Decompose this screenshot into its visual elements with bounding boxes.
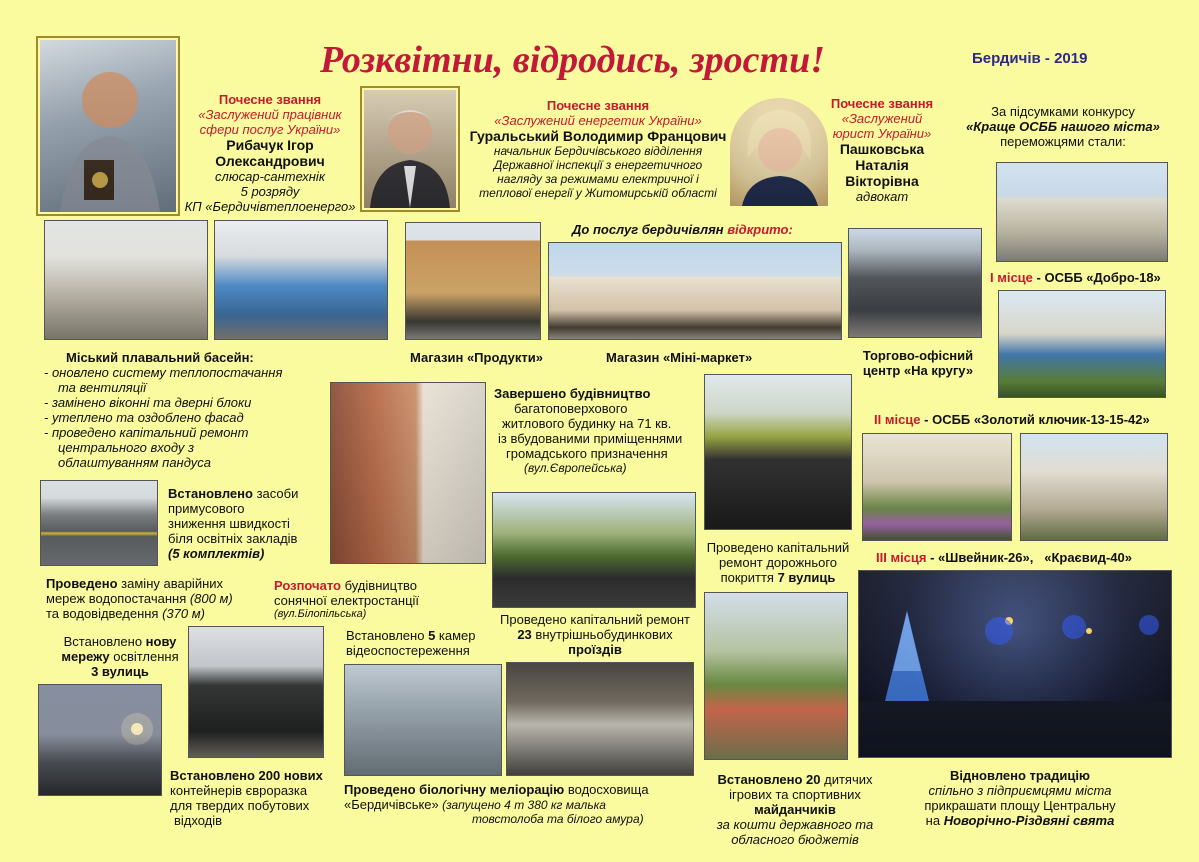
pool-item: та вентиляції [58, 380, 146, 395]
yards-block [490, 612, 700, 657]
tradition-block [900, 768, 1140, 828]
solar-line-2: сонячної електростанції [274, 593, 420, 608]
lighting-bold-3: 3 вулиць [91, 664, 149, 679]
pool-item: - замінено віконні та дверні блоки [44, 395, 252, 410]
pool-item: облаштуванням пандуса [58, 455, 211, 470]
playgrounds-line-1: дитячих [820, 772, 873, 787]
honor-1-name: Рибачук Ігор Олександрович [215, 137, 325, 169]
solar-street: (вул.Білопільська) [274, 608, 367, 620]
lighting-line-1: Встановлено [63, 634, 146, 649]
honor-1-desc-1: слюсар-сантехнік [215, 169, 325, 184]
reclamation-block [344, 782, 694, 826]
yards-line-2: внутрішньобудинкових [531, 627, 673, 642]
speed-rest-3: зниження швидкості [168, 516, 290, 531]
containers-title: Встановлено 200 нових [170, 768, 323, 783]
pool-item: центрального входу з [58, 440, 195, 455]
opened-prefix: До послуг бердичівлян [572, 222, 728, 237]
playgrounds-title: Встановлено 20 [717, 772, 821, 787]
water-bold: Проведено [46, 576, 118, 591]
honor-3-desc: адвокат [855, 189, 909, 204]
water-line-1: заміну аварійних [117, 576, 224, 591]
speed-rest-2: примусового [168, 501, 245, 516]
water-m2: (370 м) [158, 606, 205, 621]
roads-block [692, 540, 864, 585]
photo-street-lighting [38, 684, 162, 796]
reclamation-line-1: водосховища [564, 782, 649, 797]
playgrounds-bold: майданчиків [754, 802, 836, 817]
roads-line-3: покриття [720, 570, 778, 585]
honor-1-desc-3: КП «Бердичівтеплоенерго» [184, 199, 356, 214]
housing-line-2: житлового будинку на 71 кв. [502, 416, 672, 431]
playgrounds-m2: обласного бюджетів [731, 832, 859, 847]
opened-heading [572, 222, 832, 237]
first-place: І місце - ОСББ «Добро-18» [990, 270, 1161, 285]
housing-street: (вул.Європейська) [524, 461, 627, 475]
reclamation-m1: (запущено 4 т 380 кг малька [438, 798, 606, 812]
honor-2-award: «Заслужений енергетик України» [494, 113, 702, 128]
containers-line-2: для твердих побутових [170, 798, 310, 813]
reclamation-m2: товстолоба та білого амура) [472, 812, 644, 826]
playgrounds-m1: за кошти державного та [716, 817, 874, 832]
housing-line-3: із вбудованими приміщеннями [498, 431, 683, 446]
christmas-tree-icon [859, 571, 1172, 758]
housing-block [494, 386, 694, 475]
cameras-line-2: камер [435, 628, 476, 643]
opened-highlight: відкрито: [727, 222, 793, 237]
water-line-3: та водовідведення [46, 606, 159, 621]
photo-shop-products [405, 222, 541, 340]
honor-3-label: Почесне звання [830, 96, 934, 111]
portrait-huralskyi [364, 90, 456, 208]
photo-pool-1 [44, 220, 208, 340]
person-silhouette-icon [40, 40, 176, 212]
reclamation-line-2: «Бердичівське» [344, 797, 439, 812]
pool-title: Міський плавальний басейн: [66, 350, 254, 365]
honor-2-desc-4: теплової енергії у Житомирській області [479, 186, 717, 200]
honor-2-desc-3: нагляду за режимами електричної і [497, 172, 699, 186]
cameras-line-3: відеоспостереження [346, 643, 470, 658]
roads-count: 7 вулиць [777, 570, 836, 585]
photo-playground [704, 592, 848, 760]
solar-block [274, 578, 474, 621]
tradition-line-1: спільно з підприємцями міста [928, 783, 1112, 798]
photo-pool-2 [214, 220, 388, 340]
third-place: ІІІ місця - «Швейник-26», «Краєвид-40» [876, 550, 1132, 565]
yards-line-3: проїздів [568, 642, 622, 657]
honor-1-desc-2: 5 розряду [240, 184, 300, 199]
honor-3-name-1: Пашковська [839, 141, 925, 157]
housing-line-4: громадського призначення [506, 446, 668, 461]
honor-2-label: Почесне звання [546, 98, 650, 113]
speed-bold: Встановлено [168, 486, 253, 501]
person-silhouette-icon [364, 90, 456, 208]
containers-line-3: відходів [174, 813, 223, 828]
tradition-line-3-prefix: на [925, 813, 944, 828]
solar-line-1: будівництво [340, 578, 418, 593]
pool-block [44, 350, 334, 470]
person-silhouette-icon [730, 98, 828, 206]
caption-trade-center [852, 348, 984, 378]
caption-trade-center-2: центр «На кругу» [862, 363, 974, 378]
photo-shop-minimarket [548, 242, 842, 340]
photo-yard-road [492, 492, 696, 608]
honor-2-name: Гуральський Володимир Францович [469, 128, 727, 144]
playgrounds-line-2: ігрових та спортивних [729, 787, 861, 802]
speed-rest-4: біля освітніх закладів [168, 531, 298, 546]
lighting-block [40, 634, 200, 679]
contest-line-2: «Краще ОСББ нашого міста» [966, 119, 1160, 134]
roads-line-1: Проведено капітальний [706, 540, 850, 555]
third-place-name-2: «Краєвид-40» [1044, 550, 1132, 565]
photo-road-paving [704, 374, 852, 530]
solar-highlight: Розпочато [274, 578, 341, 593]
photo-osbb-klyuchyk-2 [1020, 433, 1168, 541]
second-place: ІІ місце - ОСББ «Золотий ключик-13-15-42» [874, 412, 1150, 427]
honor-3-name-2: Наталія [855, 157, 909, 173]
housing-line-1: багатоповерхового [514, 401, 628, 416]
caption-trade-center-1: Торгово-офісний [862, 348, 974, 363]
speed-rest-1: засоби [252, 486, 299, 501]
photo-fish-release-1 [344, 664, 502, 776]
caption-minimarket: Магазин «Міні-маркет» [606, 350, 753, 365]
pool-item: - проведено капітальний ремонт [44, 425, 249, 440]
honor-2-desc-2: Державної інспекції з енергетичного [493, 158, 703, 172]
speed-count: (5 комплектів) [168, 546, 265, 561]
honor-2-block [462, 98, 734, 200]
portrait-pashkovska [730, 98, 828, 206]
pool-item: - оновлено систему теплопостачання [44, 365, 283, 380]
lighting-line-2: освітлення [109, 649, 179, 664]
roads-line-2: ремонт дорожнього [718, 555, 838, 570]
photo-night-square [858, 570, 1172, 758]
tradition-line-2: прикрашати площу Центральну [924, 798, 1116, 813]
housing-title: Завершено будівництво [494, 386, 651, 401]
first-place-label: І місце [990, 270, 1033, 285]
caption-products: Магазин «Продукти» [410, 350, 543, 365]
honor-1-award: «Заслужений працівник сфери послуг України» [198, 107, 342, 137]
third-place-name-1: «Швейник-26», [938, 550, 1034, 565]
honor-3-award: «Заслужений юрист України» [832, 111, 932, 141]
containers-line-1: контейнерів євроразка [170, 783, 308, 798]
cameras-line-1: Встановлено [346, 628, 429, 643]
speed-block [168, 486, 328, 561]
water-line-2: мереж водопостачання [46, 591, 187, 606]
city-year: Бердичів - 2019 [972, 50, 1088, 67]
photo-containers [188, 626, 324, 758]
lighting-bold-2: мережу [61, 649, 110, 664]
contest-line-1: За підсумками конкурсу [991, 104, 1135, 119]
containers-block [170, 768, 350, 828]
photo-osbb-dobro [996, 162, 1168, 262]
tradition-title: Відновлено традицію [949, 768, 1091, 783]
playgrounds-block [700, 772, 890, 847]
cameras-block [346, 628, 506, 658]
tradition-line-3-bold: Новорічно-Різдвяні свята [943, 813, 1115, 828]
photo-osbb-klyuchyk-1 [862, 433, 1012, 541]
lighting-bold-1: нову [145, 634, 177, 649]
street-lamp-icon [39, 685, 162, 796]
honor-3-name-3: Вікторівна [845, 173, 919, 189]
photo-speed-bumps [40, 480, 158, 566]
photo-trade-center [848, 228, 982, 338]
yards-count: 23 [517, 627, 532, 642]
second-place-name: ОСББ «Золотий ключик-13-15-42» [932, 412, 1150, 427]
yards-line-1: Проведено капітальний ремонт [500, 612, 690, 627]
water-block [46, 576, 276, 621]
portrait-rybachuk [40, 40, 176, 212]
reclamation-title: Проведено біологічну меліорацію [344, 782, 565, 797]
honor-1-label: Почесне звання [218, 92, 322, 107]
first-place-name: ОСББ «Добро-18» [1044, 270, 1161, 285]
page-title: Розквітни, відродись, зрости! [320, 39, 826, 81]
honor-2-desc-1: начальник Бердичівського відділення [493, 144, 703, 158]
contest-block [948, 104, 1178, 149]
second-place-label: ІІ місце [874, 412, 921, 427]
third-place-label: ІІІ місця [876, 550, 927, 565]
photo-apartment-building [330, 382, 486, 564]
cameras-count: 5 [428, 628, 436, 643]
water-m1: (800 м) [186, 591, 233, 606]
honor-1-block [182, 92, 358, 214]
honor-3-block [820, 96, 944, 204]
pool-item: - утеплено та оздоблено фасад [44, 410, 244, 425]
photo-osbb-dobro-2 [998, 290, 1166, 398]
contest-line-3: переможцями стали: [1000, 134, 1126, 149]
photo-fish-release-2 [506, 662, 694, 776]
